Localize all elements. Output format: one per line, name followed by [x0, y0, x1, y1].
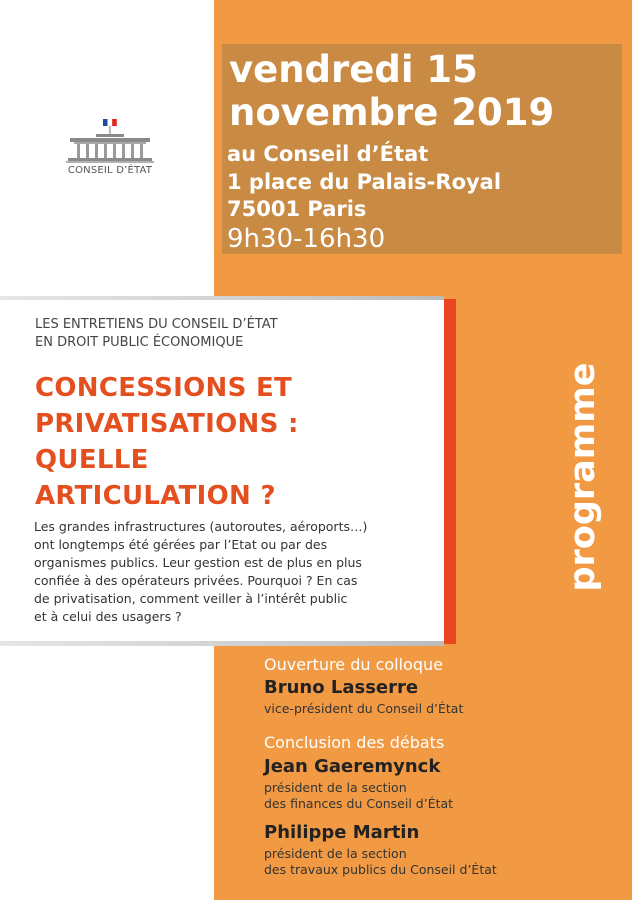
- opening-speaker-name: Bruno Lasserre: [264, 677, 419, 698]
- closing-speaker2-role: président de la section: [264, 846, 407, 861]
- programme-label-text: programme: [563, 362, 603, 592]
- main-title-line2: PRIVATISATIONS :: [35, 409, 299, 439]
- main-title-line1: CONCESSIONS ET: [35, 373, 293, 403]
- closing-speaker1-role: président de la section: [264, 780, 407, 795]
- opening-heading: Ouverture du colloque: [264, 655, 443, 674]
- event-date-month-year: novembre 2019: [229, 91, 555, 134]
- series-title-line1: LES ENTRETIENS DU CONSEIL D’ÉTAT: [35, 317, 278, 332]
- description-line: organismes publics. Leur gestion est de plus en plus: [34, 555, 362, 570]
- description-line: et à celui des usagers ?: [34, 609, 182, 624]
- description-line: Les grandes infrastructures (autoroutes, aéroports…): [34, 519, 368, 534]
- closing-heading: Conclusion des débats: [264, 733, 445, 752]
- description-line: de privatisation, comment veiller à l’intérêt public: [34, 591, 348, 606]
- logo-text: CONSEIL D’ÉTAT: [67, 165, 153, 176]
- closing-speaker2-role: des travaux publics du Conseil d’État: [264, 862, 497, 877]
- venue-name: au Conseil d’État: [227, 142, 429, 166]
- main-title-line3: QUELLE: [35, 445, 149, 475]
- event-date-day: vendredi 15: [229, 48, 478, 91]
- opening-speaker-role: vice-président du Conseil d’État: [264, 701, 464, 716]
- programme-label: [553, 355, 613, 600]
- panel-bottom-shadow: [0, 641, 444, 646]
- closing-speaker1-name: Jean Gaeremynck: [264, 756, 441, 777]
- red-accent-bar: [444, 299, 456, 644]
- description-line: ont longtemps été gérées par l’Etat ou par des: [34, 537, 328, 552]
- closing-speaker1-role: des finances du Conseil d’État: [264, 796, 454, 811]
- venue-city: 75001 Paris: [227, 197, 367, 221]
- description-line: confiée à des opérateurs privées. Pourquoi ? En cas: [34, 573, 358, 588]
- series-title-line2: EN DROIT PUBLIC ÉCONOMIQUE: [35, 335, 244, 350]
- event-time: 9h30-16h30: [227, 224, 386, 254]
- main-title-line4: ARTICULATION ?: [35, 481, 276, 511]
- venue-street: 1 place du Palais-Royal: [227, 170, 502, 194]
- closing-speaker2-name: Philippe Martin: [264, 822, 420, 843]
